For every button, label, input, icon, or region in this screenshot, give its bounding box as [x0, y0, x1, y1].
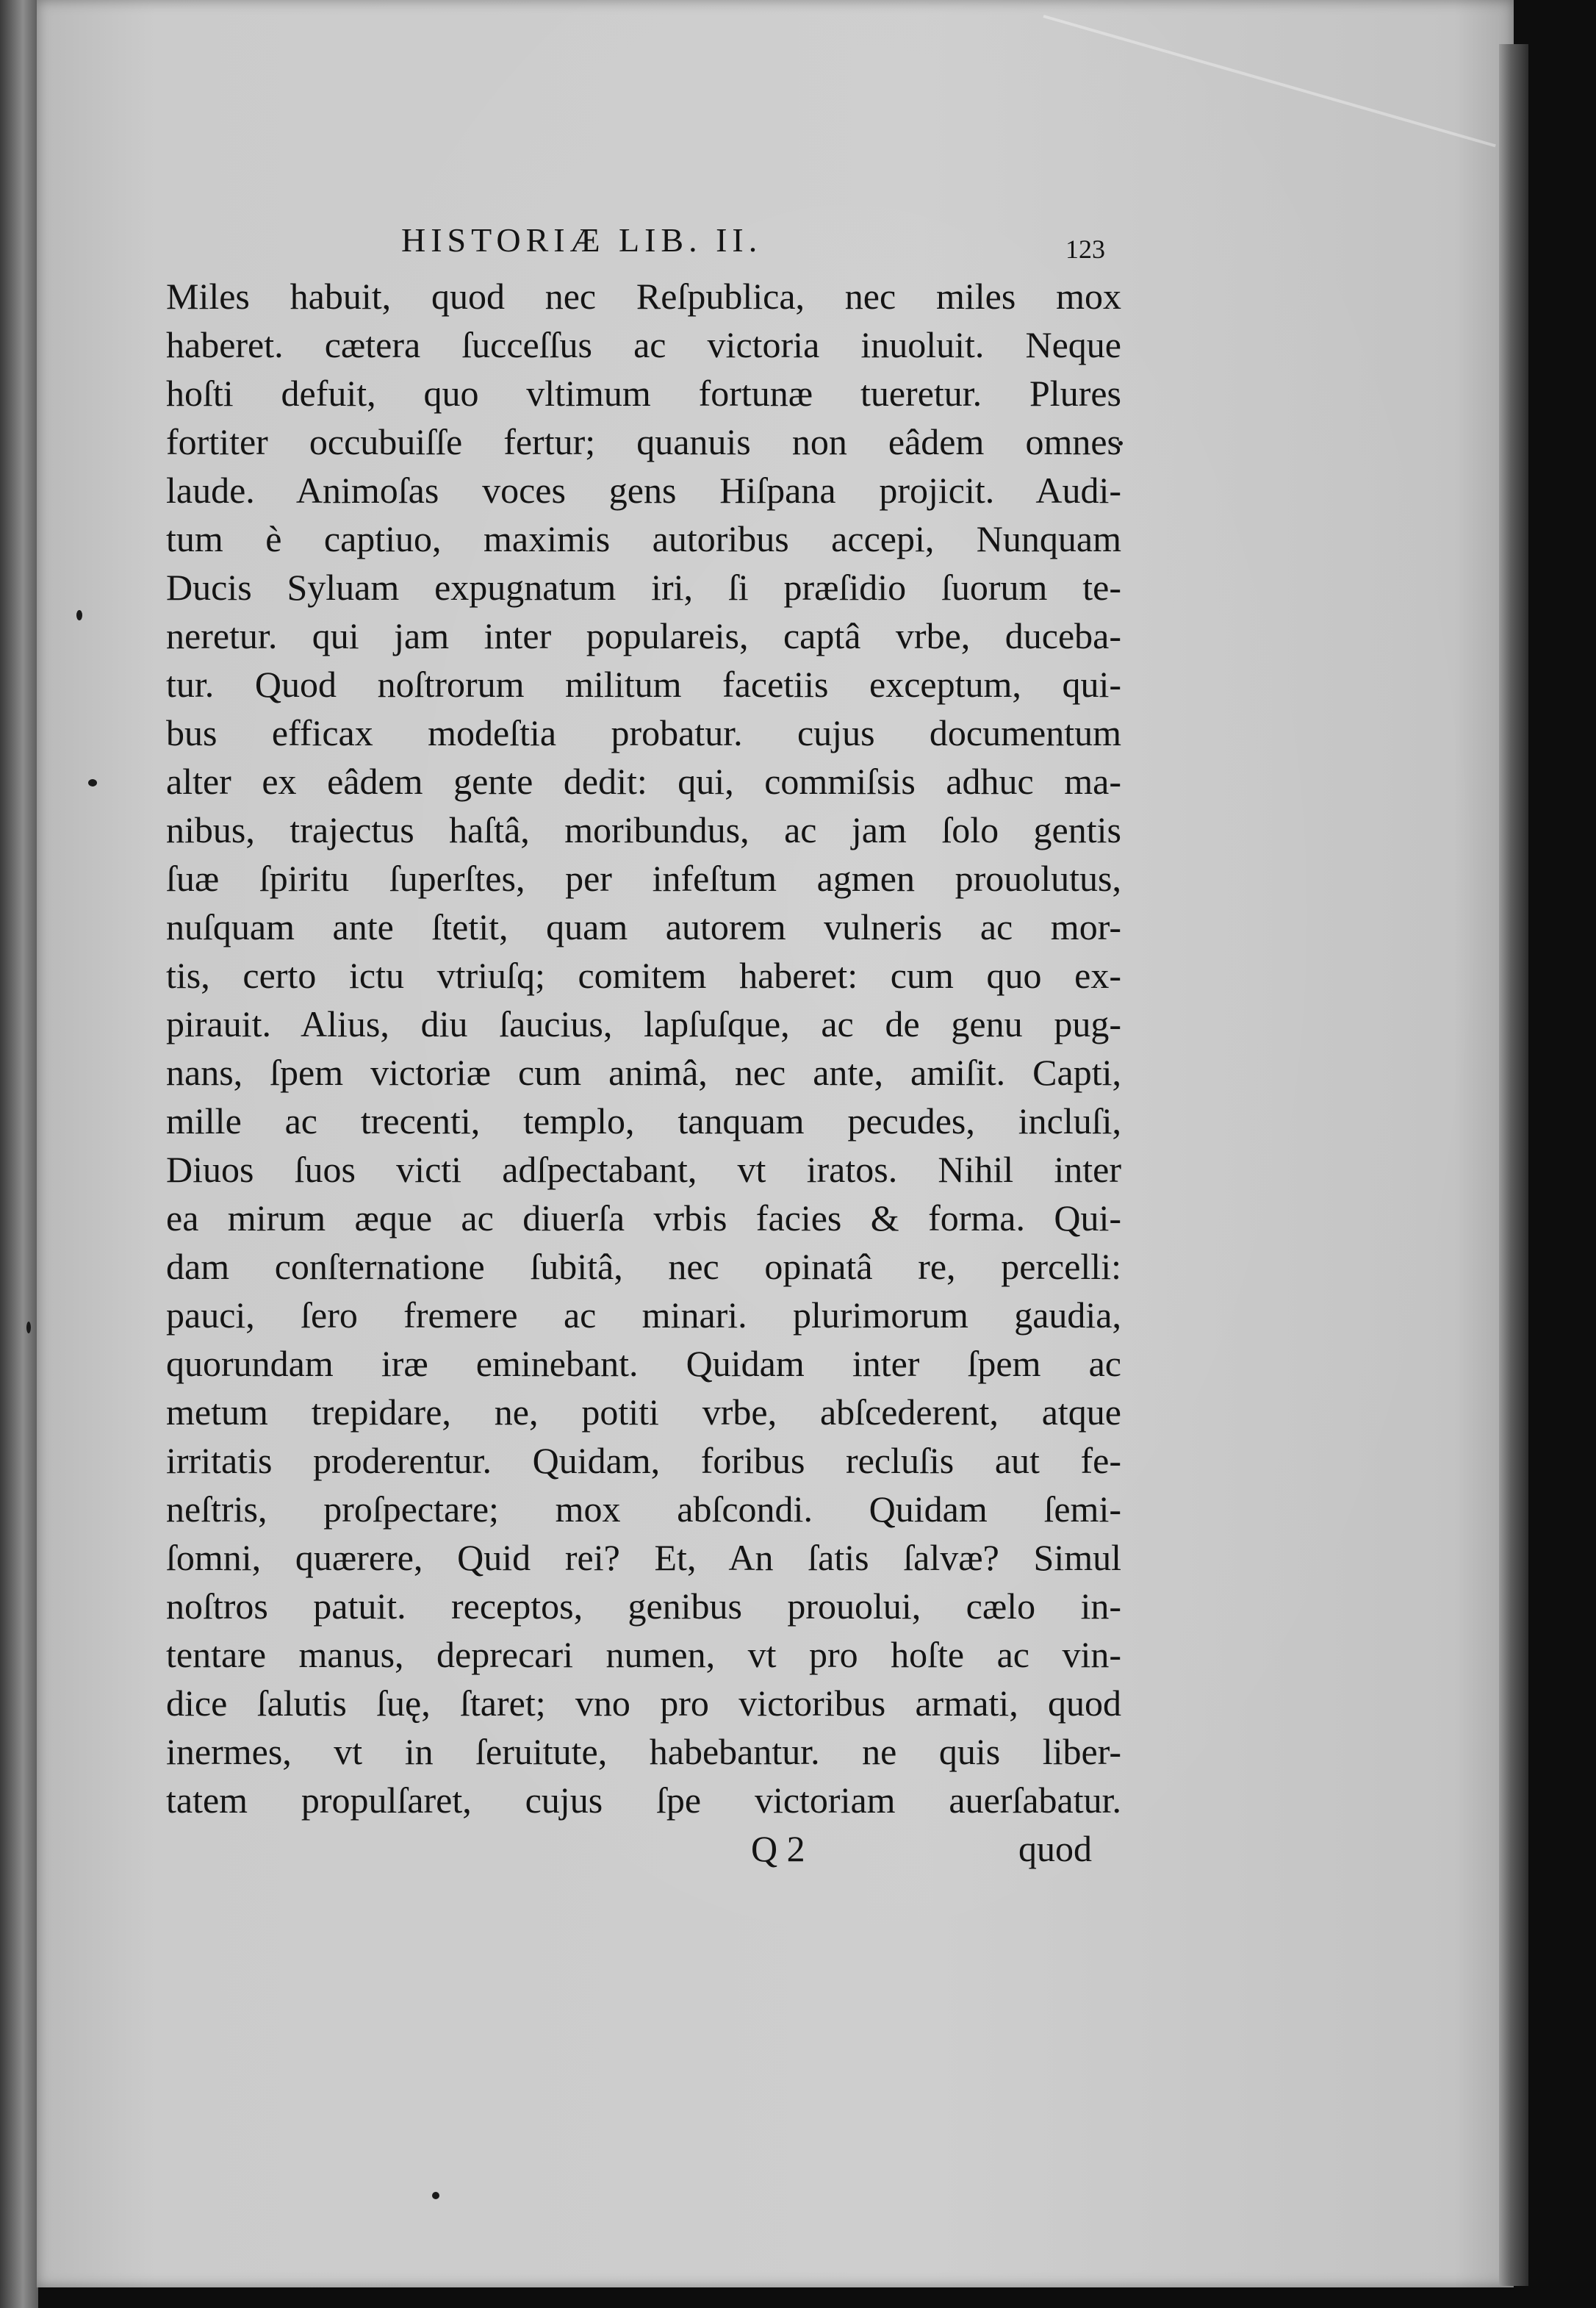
text-line: tum è captiuo, maximis autoribus accepi, Nunquam: [166, 518, 1121, 559]
text-line: mille ac trecenti, templo, tanquam pecudes, incluſi,: [166, 1100, 1121, 1142]
text-line: tentare manus, deprecari numen, vt pro hoſte ac vin-: [166, 1634, 1121, 1675]
text-line: quorundam iræ eminebant. Quidam inter ſpem ac: [166, 1343, 1121, 1384]
text-line: neſtris, proſpectare; mox abſcondi. Quidam ſemi-: [166, 1488, 1121, 1530]
text-line: pauci, ſero fremere ac minari. plurimorum gaudia,: [166, 1294, 1121, 1336]
text-line: fortiter occubuiſſe fertur; quanuis non eâdem omnes: [166, 421, 1121, 462]
text-line: ea mirum æque ac diuerſa vrbis facies & forma. Qui-: [166, 1197, 1121, 1239]
signature-mark: Q 2: [751, 1828, 805, 1869]
text-line: metum trepidare, ne, potiti vrbe, abſcederent, atque: [166, 1391, 1121, 1433]
text-line: inermes, vt in ſeruitute, habebantur. ne quis liber-: [166, 1731, 1121, 1772]
ink-speck: [26, 1322, 31, 1333]
catchword: quod: [1018, 1828, 1092, 1869]
text-line: bus efficax modeſtia probatur. cujus documentum: [166, 712, 1121, 753]
text-line: neretur. qui jam inter populareis, captâ vrbe, duceba-: [166, 615, 1121, 656]
text-line: Ducis Syluam expugnatum iri, ſi præſidio ſuorum te-: [166, 567, 1121, 608]
ink-speck: [88, 779, 97, 786]
text-line: nuſquam ante ſtetit, quam autorem vulneris ac mor-: [166, 906, 1121, 947]
page-number: 123: [1065, 234, 1105, 264]
text-line: laude. Animoſas voces gens Hiſpana projicit. Audi-: [166, 470, 1121, 511]
text-line: noſtros patuit. receptos, genibus prouolui, cælo in-: [166, 1585, 1121, 1627]
previous-page-edge: [0, 0, 38, 2308]
ink-speck: [432, 2192, 439, 2199]
text-line: haberet. cætera ſucceſſus ac victoria inuoluit. Neque: [166, 324, 1121, 365]
text-line: nibus, trajectus haſtâ, moribundus, ac jam ſolo gentis: [166, 809, 1121, 850]
text-line: tur. Quod noſtrorum militum facetiis exceptum, qui-: [166, 664, 1121, 705]
running-head: [166, 221, 1121, 266]
text-line: tis, certo ictu vtriuſq; comitem haberet: cum quo ex-: [166, 955, 1121, 996]
text-line: tatem propulſaret, cujus ſpe victoriam auerſabatur.: [166, 1780, 1121, 1821]
text-line: nans, ſpem victoriæ cum animâ, nec ante, amiſit. Capti,: [166, 1052, 1121, 1093]
text-block: [166, 221, 1121, 1873]
text-line: Diuos ſuos victi adſpectabant, vt iratos. Nihil inter: [166, 1149, 1121, 1190]
ink-speck: [76, 610, 82, 620]
running-title: HISTORIÆ LIB. II.: [401, 221, 763, 259]
catchline: [166, 1824, 1121, 1873]
text-line: irritatis proderentur. Quidam, foribus recluſis aut fe-: [166, 1440, 1121, 1481]
text-line: ſomni, quærere, Quid rei? Et, An ſatis ſalvæ? Simul: [166, 1537, 1121, 1578]
text-line: alter ex eâdem gente dedit: qui, commiſsis adhuc ma-: [166, 761, 1121, 802]
text-line: dice ſalutis ſuę, ſtaret; vno pro victoribus armati, quod: [166, 1682, 1121, 1724]
body-text: [166, 272, 1121, 1824]
text-line: pirauit. Alius, diu ſaucius, lapſuſque, ac de genu pug-: [166, 1003, 1121, 1044]
text-line: Miles habuit, quod nec Reſpublica, nec miles mox: [166, 276, 1121, 317]
page-stack-edge: [1499, 44, 1528, 2286]
text-line: ſuæ ſpiritu ſuperſtes, per infeſtum agmen prouolutus,: [166, 858, 1121, 899]
text-line: dam conſternatione ſubitâ, nec opinatâ re, percelli:: [166, 1246, 1121, 1287]
text-line: hoſti defuit, quo vltimum fortunæ tueretur. Plures: [166, 373, 1121, 414]
